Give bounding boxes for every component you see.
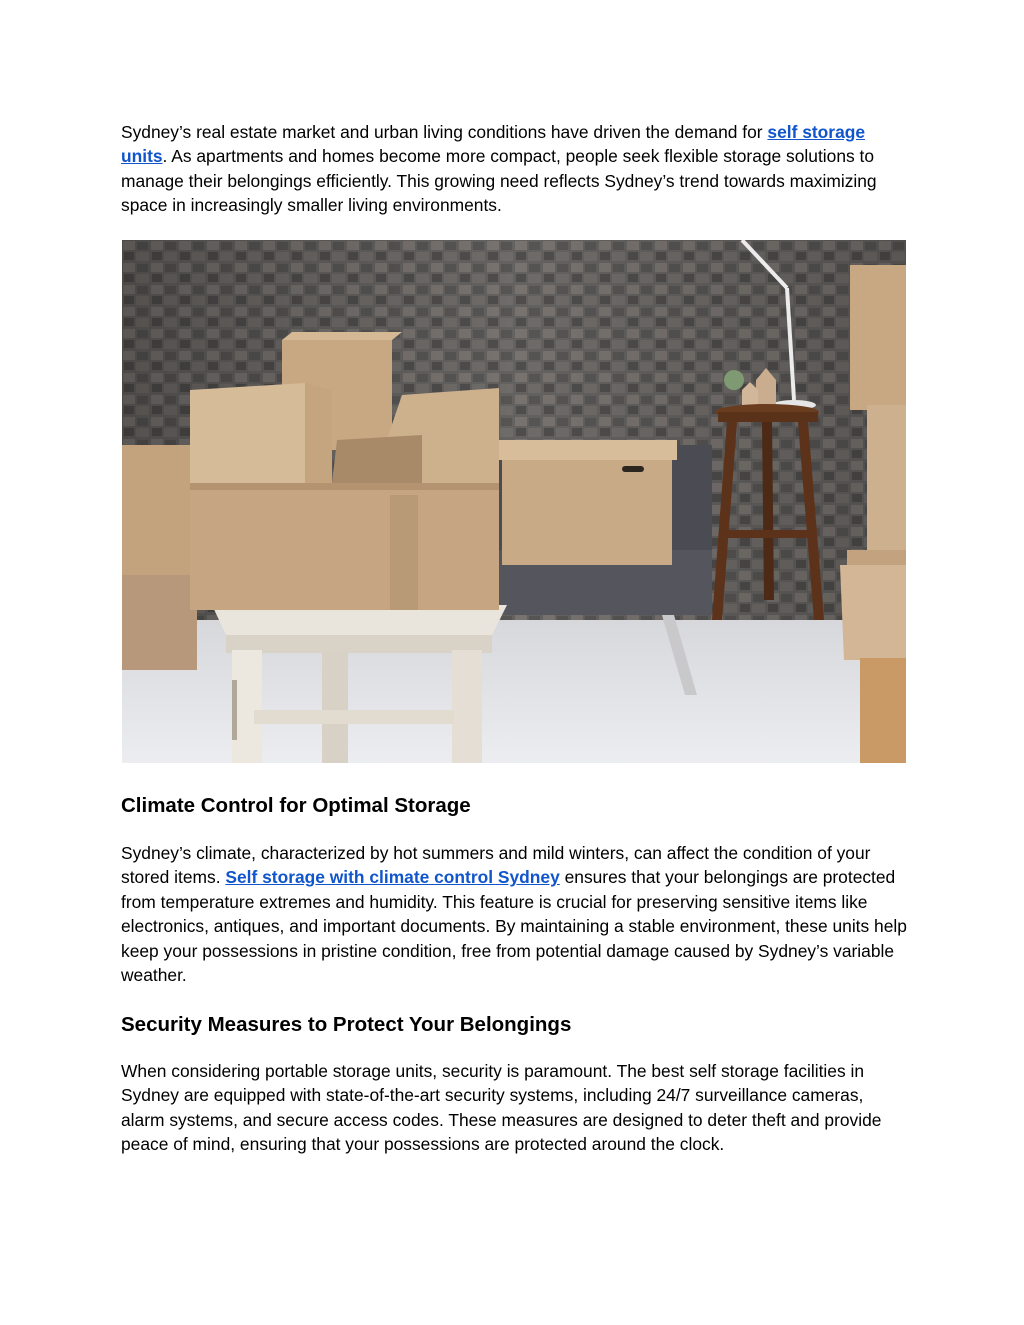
climate-control-heading: Climate Control for Optimal Storage [121,794,471,817]
intro-text-before: Sydney’s real estate market and urban living conditions have driven the demand for [121,122,768,142]
intro-text-after: . As apartments and homes become more compact, people seek flexible storage solutions to manage their belongings efficiently. This growing need reflects Sydney’s trend towards maximizing space in increasingly smaller living environments. [121,146,877,216]
intro-paragraph [121,120,911,218]
security-paragraph: When considering portable storage units, security is paramount. The best self storage facilities in Sydney are equipped with state-of-the-art security systems, including 24/7 surveillance cameras, alarm systems, and secure access codes. These measures are designed to deter theft and provide peace of mind, ensuring that your possessions are protected around the clock. [121,1061,882,1155]
self-storage-units-link[interactable]: self storage units [121,122,866,167]
storage-boxes-photo [122,240,906,763]
climate-text-after: ensures that your belongings are protected from temperature extremes and humidity. This feature is crucial for preserving sensitive items like electronics, antiques, and important documents. By maintaining a stable environment, these units help keep your possessions in pristine condition, free from potential damage caused by Sydney’s variable weather. [121,867,907,986]
security-measures-heading: Security Measures to Protect Your Belongings [121,1013,572,1036]
climate-control-paragraph [121,841,911,987]
climate-text-before: Sydney’s climate, characterized by hot summers and mild winters, can affect the condition of your stored items. [121,843,871,888]
climate-control-link[interactable]: Self storage with climate control Sydney [225,867,560,888]
